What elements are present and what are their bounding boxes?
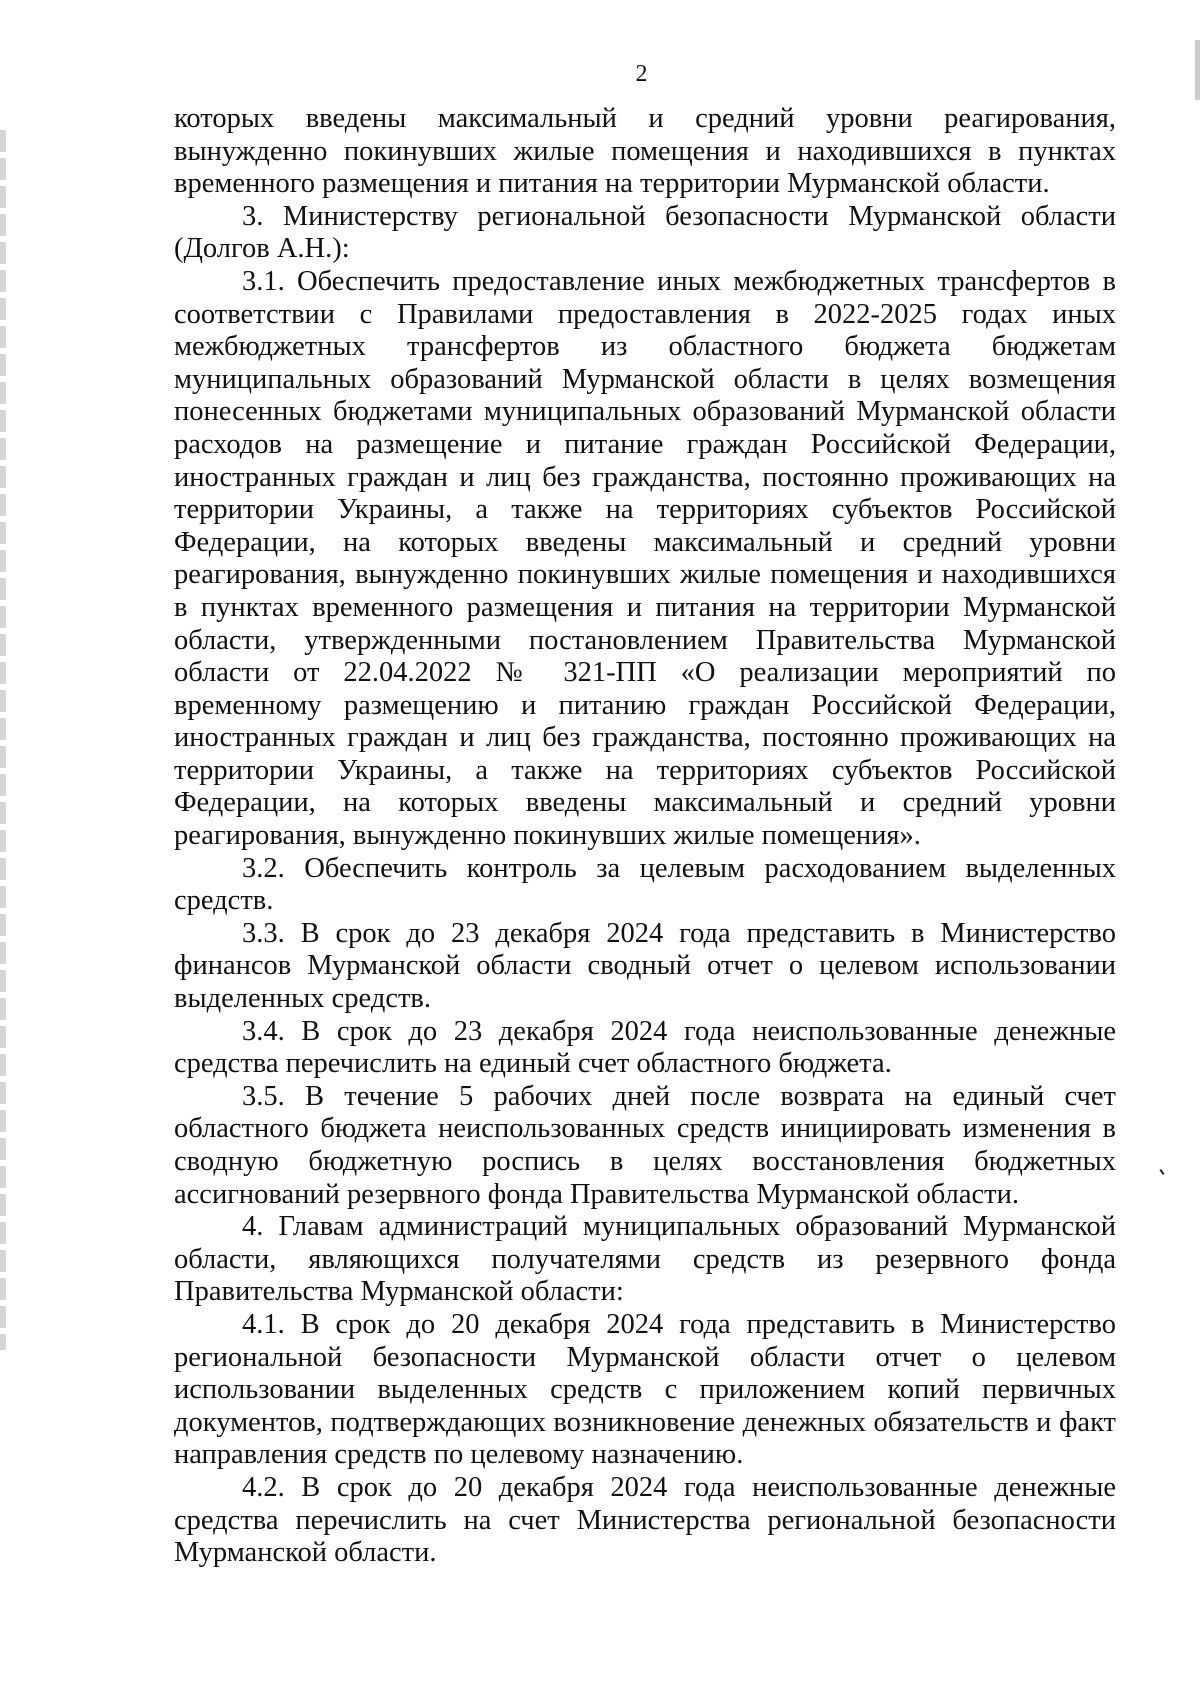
paragraph-item-3-3: 3.3. В срок до 23 декабря 2024 года представить в Министерство финансов Мурманской области сводный отчет о целевом использовании выделенных средств. [174, 917, 1116, 1015]
paragraph-item-3-2: 3.2. Обеспечить контроль за целевым расходованием выделенных средств. [174, 852, 1116, 917]
page-number: 2 [635, 61, 648, 87]
paragraph-item-4-2: 4.2. В срок до 20 декабря 2024 года неиспользованные денежные средства перечислить на счет Министерства региональной безопасности Мурманской области. [174, 1471, 1116, 1569]
scan-speck [1159, 1169, 1164, 1175]
paragraph-item-3: 3. Министерству региональной безопасности Мурманской области (Долгов А.Н.): [174, 200, 1116, 265]
paragraph-item-3-5: 3.5. В течение 5 рабочих дней после возврата на единый счет областного бюджета неиспользованных средств инициировать изменения в сводную бюджетную роспись в целях восстановления бюджетных ассигнований резервного фонда Правительства Мурманской области. [174, 1080, 1116, 1210]
paragraph-continuation: которых введены максимальный и средний уровни реагирования, вынужденно покинувших жилые помещения и находившихся в пунктах временного размещения и питания на территории Мурманской области. [174, 103, 1116, 200]
paragraph-item-4: 4. Главам администраций муниципальных образований Мурманской области, являющихся получателями средств из резервного фонда Правительства Мурманской области: [174, 1211, 1116, 1308]
paragraph-item-3-1: 3.1. Обеспечить предоставление иных межбюджетных трансфертов в соответствии с Правилами предоставления в 2022-2025 годах иных межбюджетных трансфертов из областного бюджета бюджетам муниципальных образований Мурманской области в целях возмещения понесенных бюджетами муниципальных образований Мурманской области расходов на размещение и питание граждан Российской Федерации, иностранных граждан и лиц без гражданства, постоянно проживающих на территории Украины, а также на территориях субъектов Российской Федерации, на которых введены максимальный и средний уровни реагирования, вынужденно покинувших жилые помещения и находившихся в пунктах временного размещения и питания на территории Мурманской области, утвержденными постановлением Правительства Мурманской области от 22.04.2022 № 321-ПП «О реализации мероприятий по временному размещению и питанию граждан Российской Федерации, иностранных граждан и лиц без гражданства, постоянно проживающих на территории Украины, а также на территориях субъектов Российской Федерации, на которых введены максимальный и средний уровни реагирования, вынужденно покинувших жилые помещения». [174, 265, 1116, 852]
paragraph-item-4-1: 4.1. В срок до 20 декабря 2024 года представить в Министерство региональной безопасности Мурманской области отчет о целевом использовании выделенных средств с приложением копий первичных документов, подтверждающих возникновение денежных обязательств и факт направления средств по целевому назначению. [174, 1308, 1116, 1471]
document-body [174, 103, 1116, 1570]
scan-edge-artifact [0, 130, 6, 1350]
paragraph-item-3-4: 3.4. В срок до 23 декабря 2024 года неиспользованные денежные средства перечислить на единый счет областного бюджета. [174, 1015, 1116, 1080]
